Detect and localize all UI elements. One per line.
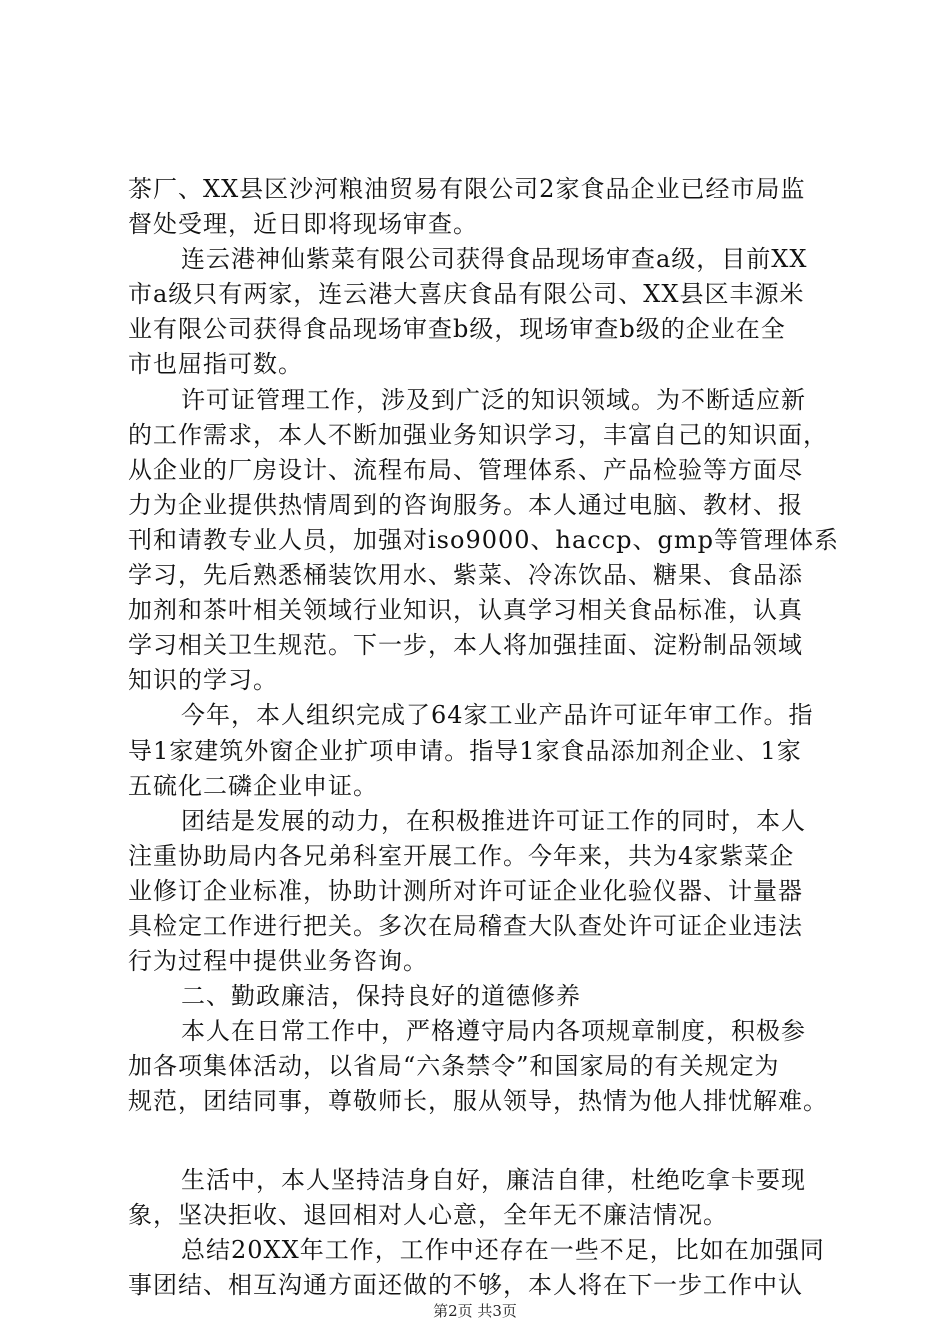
document-body [128,172,840,1303]
text-line: 从企业的厂房设计、流程布局、管理体系、产品检验等方面尽 [128,455,803,484]
text-line: 的工作需求，本人不断加强业务知识学习，丰富自己的知识面， [128,420,828,449]
text-line: 团结是发展的动力，在积极推进许可证工作的同时，本人 [181,806,806,835]
text-line: 事团结、相互沟通方面还做的不够，本人将在下一步工作中认 [128,1270,803,1299]
text-line: 连云港神仙紫菜有限公司获得食品现场审查a级，目前XX [181,245,808,274]
page-footer: 第2页 共3页 [433,1302,517,1320]
text-line: 加各项集体活动，以省局“六条禁令”和国家局的有关规定为 [128,1052,780,1081]
text-line: 五硫化二磷企业申证。 [128,771,378,800]
text-line: 行为过程中提供业务咨询。 [128,947,428,976]
text-line: 学习相关卫生规范。下一步，本人将加强挂面、淀粉制品领域 [128,631,803,660]
text-line: 具检定工作进行把关。多次在局稽查大队查处许可证企业违法 [128,911,803,940]
text-line: 市也屈指可数。 [128,350,303,379]
text-line: 茶厂、XX县区沙河粮油贸易有限公司2家食品企业已经市局监 [128,175,806,203]
text-line: 注重协助局内各兄弟科室开展工作。今年来，共为4家紫菜企 [128,841,795,870]
text-line: 许可证管理工作，涉及到广泛的知识领域。为不断适应新 [181,385,806,414]
text-line: 督处受理，近日即将现场审查。 [128,210,478,239]
paragraph-gap [128,1120,828,1163]
text-line: 力为企业提供热情周到的咨询服务。本人通过电脑、教材、报 [128,490,803,519]
text-line: 知识的学习。 [128,666,278,695]
text-line: 生活中，本人坚持洁身自好，廉洁自律，杜绝吃拿卡要现 [181,1165,806,1194]
text-line: 市a级只有两家，连云港大喜庆食品有限公司、XX县区丰源米 [128,280,805,309]
text-line: 总结20XX年工作，工作中还存在一些不足，比如在加强同 [181,1235,825,1264]
text-line: 规范，团结同事，尊敬师长，服从领导，热情为他人排忧解难。 [128,1087,828,1116]
text-line: 学习，先后熟悉桶装饮用水、紫菜、冷冻饮品、糖果、食品添 [128,561,803,590]
text-line: 二、勤政廉洁，保持良好的道德修养 [181,982,581,1011]
text-line: 象，坚决拒收、退回相对人心意，全年无不廉洁情况。 [128,1200,728,1229]
text-line: 业有限公司获得食品现场审查b级，现场审查b级的企业在全 [128,315,786,344]
text-line: 本人在日常工作中，严格遵守局内各项规章制度，积极参 [181,1017,806,1046]
text-line: 业修订企业标准，协助计测所对许可证企业化验仪器、计量器 [128,876,803,905]
text-line: 刊和请教专业人员，加强对iso9000、haccp、gmp等管理体系 [128,525,840,554]
text-line: 今年，本人组织完成了64家工业产品许可证年审工作。指 [181,701,814,730]
text-line: 导1家建筑外窗企业扩项申请。指导1家食品添加剂企业、1家 [128,736,802,765]
text-line: 加剂和茶叶相关领域行业知识，认真学习相关食品标准，认真 [128,596,803,625]
